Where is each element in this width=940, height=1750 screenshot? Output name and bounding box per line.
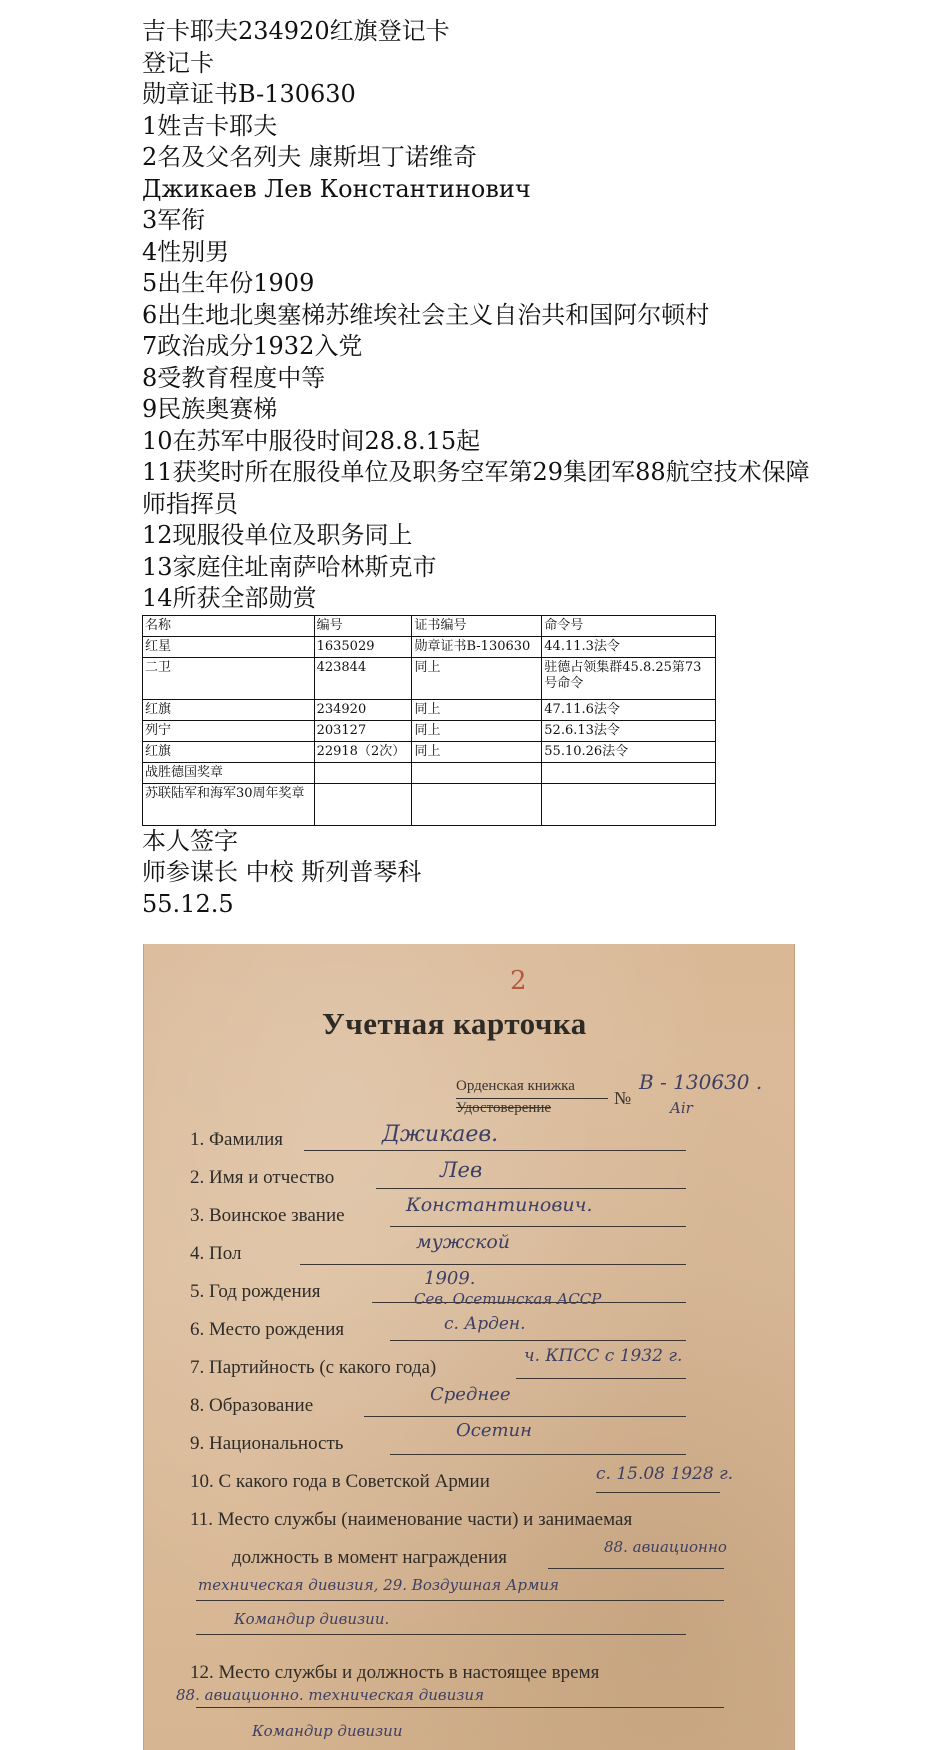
transcript-line: 13家庭住址南萨哈林斯克市 (142, 552, 437, 581)
table-cell: 同上 (412, 741, 542, 762)
table-row (143, 636, 716, 657)
table-row (143, 783, 716, 825)
card-field-rule (196, 1634, 686, 1635)
card-field-value: Командир дивизии (252, 1722, 403, 1740)
card-field-label: 7. Партийность (с какого года) (190, 1357, 437, 1378)
transcript-line: 登记卡 (142, 48, 214, 77)
table-cell: 47.11.6法令 (542, 699, 716, 720)
card-field-value: мужской (416, 1231, 511, 1253)
transcript (142, 16, 842, 920)
card-field-label: 4. Пол (190, 1243, 242, 1264)
table-cell: 55.10.26法令 (542, 741, 716, 762)
table-cell: 203127 (314, 720, 412, 741)
card-book-number-sign: № (614, 1088, 632, 1108)
card-field-value: Сев. Осетинская АССР (414, 1290, 602, 1308)
card-field-value: техническая дивизия, 29. Воздушная Армия (198, 1576, 559, 1594)
card-field-value: 88. авиационно. техническая дивизия (176, 1686, 485, 1704)
table-cell: 同上 (412, 720, 542, 741)
card-field-value: Лев (440, 1158, 483, 1182)
card-field-label: 12. Место службы и должность в настоящее время (190, 1662, 600, 1683)
table-header: 编号 (314, 615, 412, 636)
card-field-value: ч. КПСС с 1932 г. (524, 1346, 683, 1366)
card-field-label: 2. Имя и отчество (190, 1167, 335, 1188)
transcript-line: 6出生地北奥塞梯苏维埃社会主义自治共和国阿尔顿村 (142, 300, 710, 329)
card-field-label: 1. Фамилия (190, 1129, 284, 1150)
date-line: 55.12.5 (142, 889, 234, 918)
card-field-rule (300, 1264, 686, 1265)
table-cell: 苏联陆军和海军30周年奖章 (143, 783, 315, 825)
table-cell (314, 762, 412, 783)
transcript-line: 5出生年份1909 (142, 269, 315, 297)
table-cell: 22918（2次） (314, 741, 412, 762)
card-field-rule (516, 1378, 686, 1379)
card-book-rule (456, 1098, 608, 1099)
card-field-rule (304, 1150, 686, 1151)
card-field-label: 10. С какого года в Советской Армии (190, 1471, 490, 1492)
transcript-line: 7政治成分1932入党 (142, 332, 363, 360)
table-header: 名称 (143, 615, 315, 636)
transcript-line: 14所获全部勋赏 (142, 584, 317, 612)
card-field-label: 9. Национальность (190, 1433, 344, 1454)
signature-line: 本人签字 (142, 826, 238, 855)
card-field-rule (390, 1454, 686, 1455)
card-field-label: 8. Образование (190, 1395, 314, 1416)
table-cell: 52.6.13法令 (542, 720, 716, 741)
transcript-line: 12现服役单位及职务同上 (142, 521, 413, 549)
table-cell (412, 783, 542, 825)
table-cell: 红旗 (143, 741, 315, 762)
signer-line: 师参谋长 中校 斯列普琴科 (142, 858, 422, 886)
table-cell: 同上 (412, 699, 542, 720)
card-field-rule (376, 1188, 686, 1189)
table-cell (542, 762, 716, 783)
table-header-row (143, 615, 716, 636)
transcript-title: 吉卡耶夫234920红旗登记卡 (142, 17, 450, 45)
registration-card-photo (143, 944, 795, 1750)
table-header: 证书编号 (412, 615, 542, 636)
card-field-value: Джикаев. (382, 1122, 499, 1147)
card-field-value: 88. авиационно (604, 1538, 727, 1556)
card-field-label: 11. Место службы (наименование части) и занимаемая (190, 1509, 633, 1530)
card-field-rule (596, 1492, 720, 1493)
table-row (143, 657, 716, 699)
card-book-sub: Air (670, 1099, 693, 1117)
card-field-value: 1909. (424, 1268, 476, 1289)
card-field-value: с. Арден. (444, 1314, 526, 1334)
table-cell: 驻德占领集群45.8.25第73号命令 (542, 657, 716, 699)
transcript-line: 10在苏军中服役时间28.8.15起 (142, 426, 481, 455)
table-cell: 勋章证书B-130630 (412, 636, 542, 657)
table-cell: 44.11.3法令 (542, 636, 716, 657)
table-cell: 红旗 (143, 699, 315, 720)
table-cell (542, 783, 716, 825)
card-book-label-struck: Удостоверение (456, 1100, 552, 1116)
table-cell: 同上 (412, 657, 542, 699)
table-cell: 列宁 (143, 720, 315, 741)
transcript-line: 8受教育程度中等 (142, 363, 326, 392)
transcript-line: 4性别男 (142, 237, 230, 266)
card-book-label: Орденская книжка (456, 1078, 575, 1094)
card-field-label: 6. Место рождения (190, 1319, 345, 1340)
table-cell: 234920 (314, 699, 412, 720)
transcript-line-russian-name: Джикаев Лев Константинович (142, 174, 531, 203)
card-field-label: 5. Год рождения (190, 1281, 321, 1302)
card-field-label: 3. Воинское звание (190, 1205, 345, 1226)
transcript-line: 2名及父名列夫 康斯坦丁诺维奇 (142, 143, 477, 171)
table-cell (314, 783, 412, 825)
table-cell: 战胜德国奖章 (143, 762, 315, 783)
card-field-rule (548, 1568, 724, 1569)
transcript-line: 1姓吉卡耶夫 (142, 111, 278, 140)
table-header: 命令号 (542, 615, 716, 636)
card-field-value: с. 15.08 1928 г. (596, 1464, 734, 1484)
transcript-line: 勋章证书B-130630 (142, 80, 356, 108)
card-book-value: B - 130630 . (639, 1070, 763, 1094)
table-row (143, 720, 716, 741)
card-field-value: Среднее (430, 1384, 511, 1405)
table-row (143, 762, 716, 783)
table-cell (412, 762, 542, 783)
card-title: Учетная карточка (322, 1006, 587, 1041)
card-number: 2 (510, 966, 527, 996)
card-field-value: Командир дивизии. (234, 1610, 390, 1628)
awards-table (142, 615, 716, 826)
card-field-label: должность в момент награждения (232, 1547, 508, 1568)
table-cell: 二卫 (143, 657, 315, 699)
table-cell: 423844 (314, 657, 412, 699)
transcript-line: 11获奖时所在服役单位及职务空军第29集团军88航空技术保障师指挥员 (142, 458, 810, 518)
transcript-line: 9民族奥赛梯 (142, 395, 278, 423)
table-cell: 红星 (143, 636, 315, 657)
card-field-rule (196, 1600, 724, 1601)
card-field-rule (196, 1707, 724, 1708)
card-field-rule (364, 1416, 686, 1417)
table-row (143, 699, 716, 720)
card-field-rule (390, 1226, 686, 1227)
card-field-value: Осетин (456, 1420, 533, 1441)
card-field-rule (390, 1340, 686, 1341)
table-row (143, 741, 716, 762)
transcript-line: 3军衔 (142, 206, 206, 234)
card-field-value: Константинович. (406, 1194, 593, 1216)
table-cell: 1635029 (314, 636, 412, 657)
